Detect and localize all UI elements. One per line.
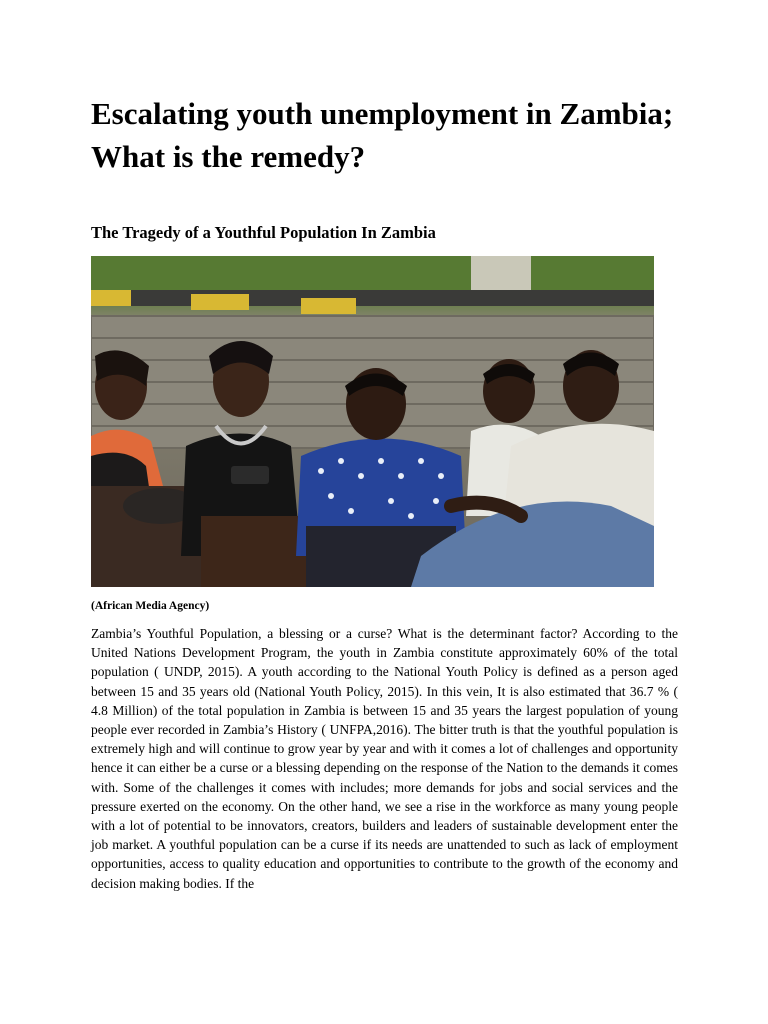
article-body: Zambia’s Youthful Population, a blessing or a curse? What is the determinant factor? According to the United Nations Development Program, the youth in Zambia constitute approximately 60% of the total population ( UNDP, 2015). A youth according to the National Youth Policy is defined as a person aged between 15 and 35 years old (National Youth Policy, 2015). In this vein, It is also estimated that 36.7 % ( 4.8 Million) of the total population in Zambia is between 15 and 35 years the largest population of young people ever recorded in Zambia’s History ( UNFPA,2016). The bitter truth is that the youthful population is extremely high and will continue to grow year by year and with it comes a lot of challenges and opportunity hence it can either be a curse or a blessing depending on the response of the Nation to the demands it comes with. Some of the challenges it comes with includes; more demands for jobs and social services and the pressure exerted on the economy. On the other hand, we see a rise in the workforce as many young people with a lot of potential to be innovators, creators, builders and leaders of sustainable development enter the job market. A youthful population can be a curse if its needs are unattended to such as lack of employment opportunities, access to quality education and opportunities to contribute to the growth of the economy and decision making bodies. If the: [91, 626, 678, 891]
photo-caption: (African Media Agency): [91, 600, 210, 612]
article-title: Escalating youth unemployment in Zambia; What is the remedy?: [91, 96, 674, 174]
article-subtitle: The Tragedy of a Youthful Population In Zambia: [91, 223, 436, 242]
foliage: [91, 256, 654, 290]
article-photo: [91, 256, 654, 587]
